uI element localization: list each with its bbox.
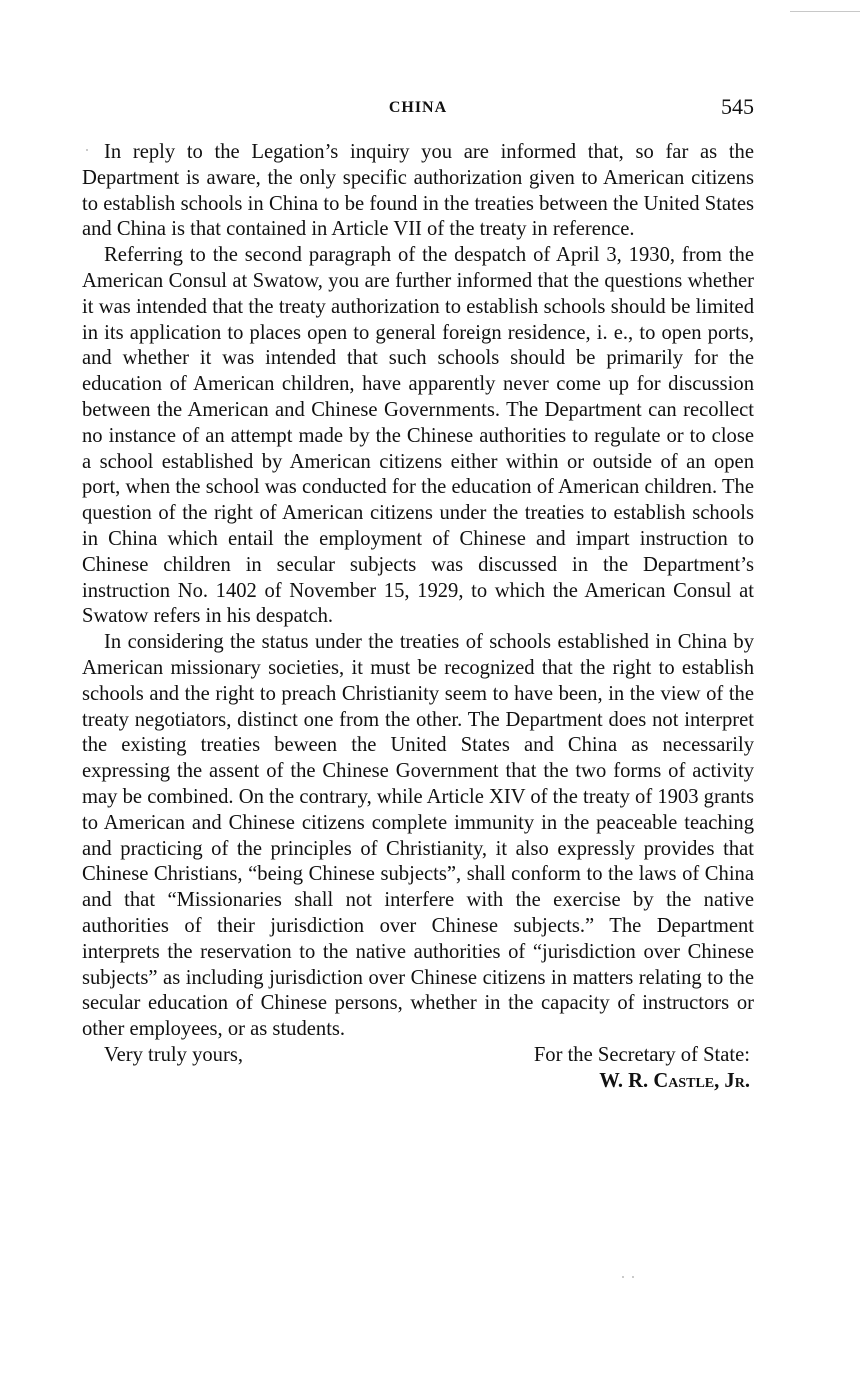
letter-body xyxy=(82,140,754,1095)
paragraph-legation-inquiry: In reply to the Legation’s inquiry you are informed that, so far as the Department is aware, the only specific authorization given to American citizens to establish schools in China to be found in the treaties between the United States and China is that contained in Article VII of the treaty in reference. xyxy=(82,141,754,241)
letter-closing xyxy=(82,1043,754,1095)
top-edge-rule xyxy=(790,11,860,12)
for-secretary-line: For the Secretary of State: xyxy=(533,1043,750,1066)
scan-speck xyxy=(632,1276,634,1278)
scan-speck xyxy=(622,1276,624,1278)
signature: W. R. Castle, Jr. xyxy=(599,1069,750,1092)
paragraph-missionary-schools: In considering the status under the treaties of schools established in China by American missionary societies, it must be recognized that the right to establish schools and the right to preach Christianity seem to have been, in the view of the treaty negotiators, distinct one from the other. The Department does not interpret the existing treaties beween the United States and China as necessarily expressing the assent of the Chinese Government that the two forms of activity may be combined. On the contrary, while Article XIV of the treaty of 1903 grants to American and Chinese citizens complete immunity in the peaceable teaching and practicing of the principles of Christianity, it also expressly provides that Chinese Christians, “being Chinese subjects”, shall conform to the laws of China and that “Missionaries shall not interfere with the exercise by the native authorities of their jurisdiction over Chinese subjects.” The Department interprets the reservation to the native authorities of “jurisdiction over Chinese subjects” as including jurisdiction over Chinese citizens in matters relating to the secular education of Chinese persons, whether in the capacity of instructors or other employees, or as students. xyxy=(82,631,754,1041)
paragraph-swatow-despatch: Referring to the second paragraph of the despatch of April 3, 1930, from the American Consul at Swatow, you are further informed that the questions whether it was intended that the treaty authorization to establish schools should be limited in its application to places open to general foreign residence, i. e., to open ports, and whether it was intended that such schools should be primarily for the education of American children, have apparently never come up for discussion between the American and Chinese Governments. The Department can recollect no instance of an attempt made by the Chinese authorities to regulate or to close a school established by American citizens either within or outside of an open port, when the school was conducted for the education of American children. The question of the right of American citizens under the treaties to establish schools in China which entail the employment of Chinese and impart instruction to Chinese children in secular subjects was discussed in the Department’s instruction No. 1402 of November 15, 1929, to which the American Consul at Swatow refers in his despatch. xyxy=(82,244,754,628)
page-number: 545 xyxy=(721,94,754,119)
salutation: Very truly yours, xyxy=(104,1043,243,1066)
margin-mark xyxy=(86,149,88,151)
page-header xyxy=(82,94,754,124)
running-title: CHINA xyxy=(388,99,448,116)
